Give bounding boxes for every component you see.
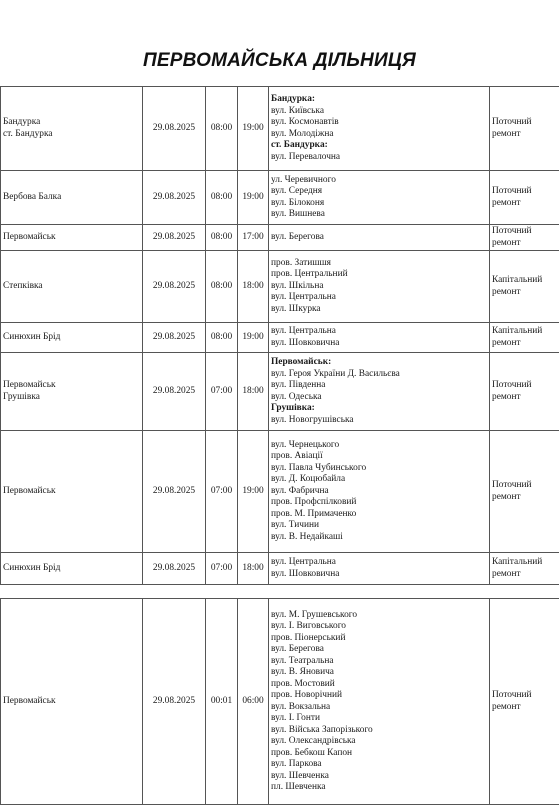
street-line: ул. Черевичного (271, 175, 487, 187)
street-line: вул. Війська Запорізького (271, 725, 487, 737)
settlement-cell (1, 599, 143, 805)
settlement-cell (1, 353, 143, 431)
streets-cell (269, 171, 490, 225)
street-line: пров. Мостовий (271, 679, 487, 691)
table-row (1, 171, 559, 225)
repair-type: ремонт (492, 238, 557, 250)
street-line: вул. М. Грушевського (271, 610, 487, 622)
start-time-cell: 08:00 (206, 225, 238, 251)
street-line: вул. Центральна (271, 326, 487, 338)
repair-type: Поточний (492, 186, 557, 198)
street-line: пл. Шевченка (271, 782, 487, 794)
street-line: пров. Профспілковий (271, 497, 487, 509)
settlement-name: Первомайськ (3, 232, 140, 244)
date-cell: 29.08.2025 (143, 251, 206, 323)
repair-type-cell (490, 353, 559, 431)
repair-type-cell (490, 87, 559, 171)
settlement-cell (1, 225, 143, 251)
settlement-name: Первомайськ (3, 486, 140, 498)
street-line: вул. Шкурка (271, 304, 487, 316)
repair-type: Капітальний (492, 557, 557, 569)
start-time-cell: 07:00 (206, 553, 238, 585)
start-time-cell: 08:00 (206, 171, 238, 225)
repair-type: ремонт (492, 569, 557, 581)
street-line: вул. Фабрична (271, 486, 487, 498)
street-line: вул. Шовковична (271, 569, 487, 581)
streets-cell (269, 431, 490, 553)
street-line: вул. Київська (271, 106, 487, 118)
street-line: вул. Олександрівська (271, 736, 487, 748)
street-line: вул. Космонавтів (271, 117, 487, 129)
street-line: вул. Вокзальна (271, 702, 487, 714)
repair-type: ремонт (492, 129, 557, 141)
street-line: вул. Героя України Д. Васильєва (271, 369, 487, 381)
end-time-cell: 17:00 (238, 225, 269, 251)
table-row (1, 431, 559, 553)
repair-type: Капітальний (492, 326, 557, 338)
settlement-name: Синюхин Брід (3, 563, 140, 575)
end-time-cell: 18:00 (238, 553, 269, 585)
street-line: вул. Шевченка (271, 771, 487, 783)
date-cell: 29.08.2025 (143, 599, 206, 805)
streets-cell (269, 553, 490, 585)
repair-type-cell (490, 251, 559, 323)
repair-type: ремонт (492, 198, 557, 210)
settlement-name: ст. Бандурка (3, 129, 140, 141)
street-line: вул. Центральна (271, 292, 487, 304)
streets-cell (269, 87, 490, 171)
end-time-cell: 19:00 (238, 87, 269, 171)
street-line: Бандурка: (271, 94, 487, 106)
repair-type: ремонт (492, 287, 557, 299)
streets-cell (269, 353, 490, 431)
date-cell: 29.08.2025 (143, 171, 206, 225)
start-time-cell: 07:00 (206, 431, 238, 553)
street-line: вул. Одеська (271, 392, 487, 404)
repair-type: Поточний (492, 380, 557, 392)
settlement-cell (1, 251, 143, 323)
street-line: вул. Молодіжна (271, 129, 487, 141)
street-line: вул. Шовковична (271, 338, 487, 350)
settlement-cell (1, 323, 143, 353)
date-cell: 29.08.2025 (143, 431, 206, 553)
street-line: пров. Авіації (271, 451, 487, 463)
repair-type: Поточний (492, 117, 557, 129)
streets-cell (269, 599, 490, 805)
street-line: вул. Середня (271, 186, 487, 198)
street-line: ст. Бандурка: (271, 140, 487, 152)
street-line: вул. В. Яновича (271, 667, 487, 679)
date-cell: 29.08.2025 (143, 323, 206, 353)
end-time-cell: 06:00 (238, 599, 269, 805)
start-time-cell: 08:00 (206, 323, 238, 353)
repair-type-cell (490, 599, 559, 805)
street-line: вул. Південна (271, 380, 487, 392)
street-line: вул. Перевалочна (271, 152, 487, 164)
repair-type: ремонт (492, 392, 557, 404)
street-line: вул. Білоконя (271, 198, 487, 210)
street-line: Первомайськ: (271, 357, 487, 369)
street-line: пров. Бебкош Капон (271, 748, 487, 760)
start-time-cell: 08:00 (206, 87, 238, 171)
repair-type: Капітальний (492, 275, 557, 287)
street-line: вул. Тичини (271, 520, 487, 532)
settlement-name: Вербова Балка (3, 192, 140, 204)
settlement-name: Степківка (3, 281, 140, 293)
repair-type: ремонт (492, 702, 557, 714)
table-row (1, 225, 559, 251)
settlement-name: Бандурка (3, 117, 140, 129)
date-cell: 29.08.2025 (143, 353, 206, 431)
end-time-cell: 19:00 (238, 323, 269, 353)
street-line: вул. Берегова (271, 232, 487, 244)
street-line: вул. Д. Коцюбайла (271, 474, 487, 486)
settlement-cell (1, 171, 143, 225)
repair-type-cell (490, 171, 559, 225)
table-row (1, 251, 559, 323)
settlement-cell (1, 431, 143, 553)
repair-type-cell (490, 225, 559, 251)
street-line: вул. І. Гонти (271, 713, 487, 725)
street-line: вул. Чернецького (271, 440, 487, 452)
outage-schedule-table (0, 86, 559, 585)
date-cell: 29.08.2025 (143, 225, 206, 251)
end-time-cell: 18:00 (238, 353, 269, 431)
repair-type: Поточний (492, 690, 557, 702)
street-line: вул. В. Недайкаші (271, 532, 487, 544)
date-cell: 29.08.2025 (143, 87, 206, 171)
street-line: пров. М. Примаченко (271, 509, 487, 521)
street-line: вул. Театральна (271, 656, 487, 668)
repair-type-cell (490, 431, 559, 553)
street-line: Грушівка: (271, 403, 487, 415)
streets-cell (269, 225, 490, 251)
street-line: вул. Центральна (271, 557, 487, 569)
street-line: вул. Паркова (271, 759, 487, 771)
streets-cell (269, 323, 490, 353)
start-time-cell: 00:01 (206, 599, 238, 805)
date-cell: 29.08.2025 (143, 553, 206, 585)
start-time-cell: 07:00 (206, 353, 238, 431)
repair-type: Поточний (492, 226, 557, 238)
end-time-cell: 18:00 (238, 251, 269, 323)
settlement-cell (1, 87, 143, 171)
street-line: вул. Берегова (271, 644, 487, 656)
start-time-cell: 08:00 (206, 251, 238, 323)
settlement-name: Синюхин Брід (3, 332, 140, 344)
street-line: вул. Новогрушівська (271, 415, 487, 427)
street-line: вул. Павла Чубинського (271, 463, 487, 475)
street-line: пров. Центральний (271, 269, 487, 281)
table-row (1, 87, 559, 171)
table-row (1, 553, 559, 585)
street-line: вул. І. Виговського (271, 621, 487, 633)
repair-type-cell (490, 553, 559, 585)
street-line: вул. Вишнева (271, 209, 487, 221)
repair-type-cell (490, 323, 559, 353)
settlement-name: Первомайськ (3, 696, 140, 708)
end-time-cell: 19:00 (238, 171, 269, 225)
settlement-name: Первомайськ (3, 380, 140, 392)
table-row (1, 599, 559, 805)
end-time-cell: 19:00 (238, 431, 269, 553)
streets-cell (269, 251, 490, 323)
repair-type: ремонт (492, 338, 557, 350)
street-line: вул. Шкільна (271, 281, 487, 293)
street-line: пров. Піонерський (271, 633, 487, 645)
outage-schedule-table-continued (0, 598, 559, 805)
repair-type: ремонт (492, 492, 557, 504)
table-row (1, 353, 559, 431)
repair-type: Поточний (492, 480, 557, 492)
settlement-cell (1, 553, 143, 585)
page-title: ПЕРВОМАЙСЬКА ДІЛЬНИЦЯ (0, 50, 559, 72)
table-row (1, 323, 559, 353)
street-line: пров. Новорічний (271, 690, 487, 702)
street-line: пров. Затишшя (271, 258, 487, 270)
settlement-name: Грушівка (3, 392, 140, 404)
